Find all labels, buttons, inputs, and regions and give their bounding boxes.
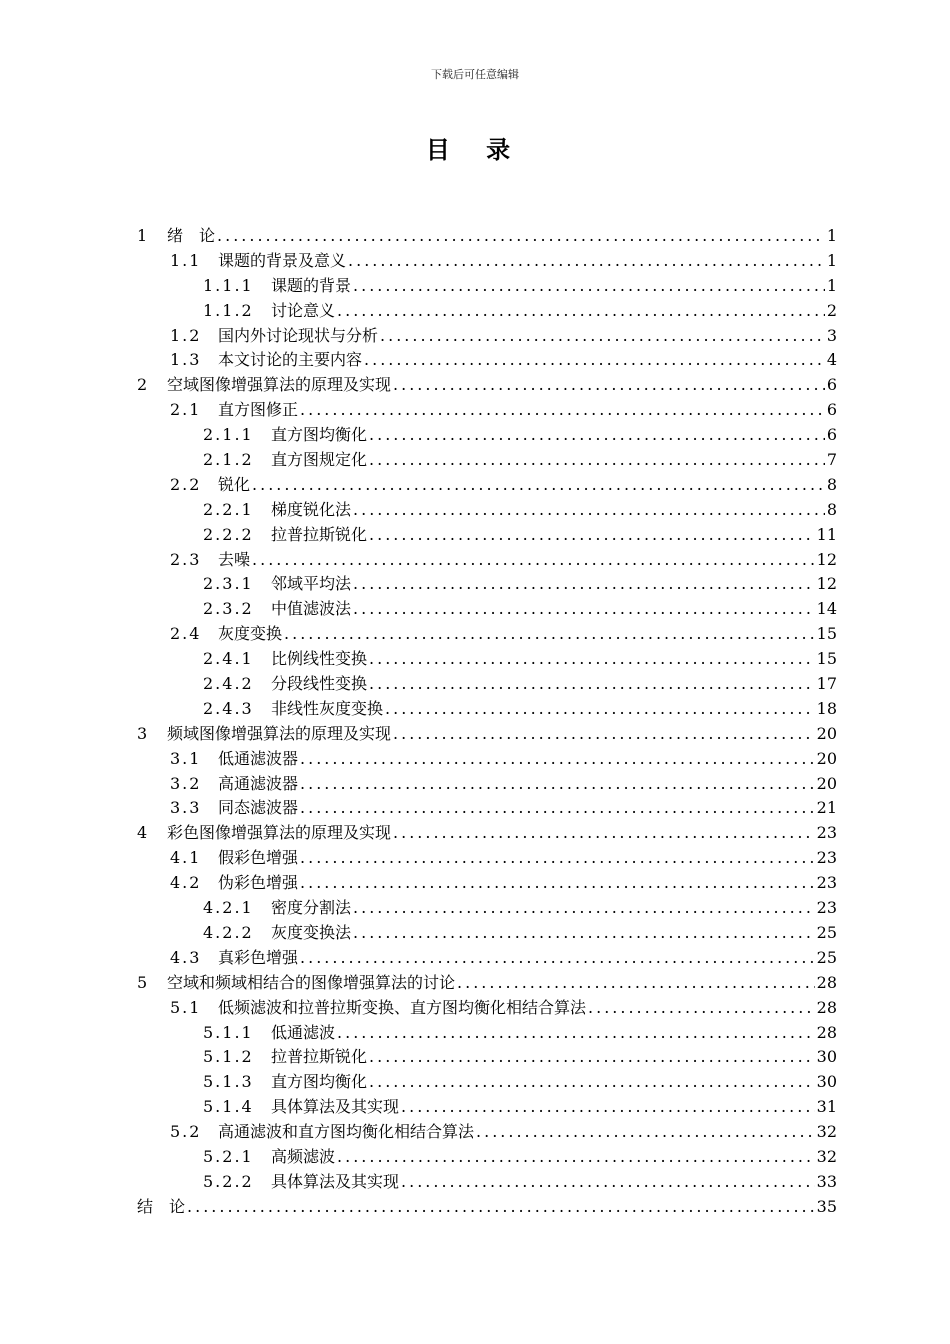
toc-dot-leader	[369, 523, 815, 548]
toc-dot-leader	[369, 1045, 815, 1070]
toc-entry-title: 假彩色增强	[218, 848, 299, 868]
toc-entry-title: 伪彩色增强	[218, 873, 299, 893]
toc-dot-leader	[369, 423, 825, 448]
toc-entry-page: 1	[826, 226, 837, 245]
page-title: 目 录	[425, 135, 525, 164]
toc-dot-leader	[300, 747, 815, 772]
toc-dot-leader	[353, 572, 815, 597]
toc-entry-title: 高频滤波	[271, 1146, 336, 1166]
toc-entry[interactable]	[137, 249, 837, 274]
toc-entry[interactable]	[137, 523, 837, 548]
toc-dot-leader	[401, 1170, 815, 1195]
toc-entry-page: 8	[826, 499, 837, 519]
toc-dot-leader	[348, 249, 825, 274]
toc-entry-title: 课题的背景及意义	[218, 250, 347, 270]
toc-entry-title: 非线性灰度变换	[271, 698, 384, 718]
toc-entry-number: 2.4.1	[203, 649, 254, 669]
header-note: 下载后可任意编辑	[431, 68, 519, 81]
toc-entry-page: 25	[816, 922, 837, 942]
toc-entry-title: 中值滤波法	[271, 599, 352, 619]
toc-entry[interactable]	[137, 896, 837, 921]
toc-entry[interactable]	[137, 1095, 837, 1120]
toc-entry[interactable]	[137, 548, 837, 573]
toc-entry[interactable]	[137, 846, 837, 871]
toc-dot-leader	[393, 821, 815, 846]
toc-entry-title: 高通滤波和直方图均衡化相结合算法	[218, 1122, 475, 1142]
toc-entry-page: 18	[816, 698, 837, 718]
toc-entry[interactable]	[137, 373, 837, 398]
toc-entry-title: 拉普拉斯锐化	[271, 524, 368, 544]
toc-entry-page: 1	[826, 250, 837, 270]
toc-entry-page: 12	[816, 574, 837, 594]
toc-dot-leader	[353, 896, 815, 921]
toc-entry-page: 20	[816, 748, 837, 768]
toc-dot-leader	[337, 1145, 815, 1170]
toc-entry-number: 3.3	[170, 798, 202, 818]
toc-dot-leader	[217, 224, 825, 249]
toc-entry-title: 邻域平均法	[271, 574, 352, 594]
toc-dot-leader	[300, 946, 815, 971]
toc-dot-leader	[369, 1070, 815, 1095]
toc-entry-number: 5.1	[170, 997, 202, 1017]
toc-entry[interactable]	[137, 274, 837, 299]
toc-entry-number: 1.2	[170, 325, 202, 345]
toc-entry-number: 5.1.2	[203, 1047, 254, 1067]
toc-dot-leader	[385, 697, 815, 722]
toc-dot-leader	[369, 672, 815, 697]
toc-entry-title: 直方图均衡化	[271, 1072, 368, 1092]
toc-entry-page: 4	[826, 350, 837, 370]
toc-entry-page: 6	[826, 425, 837, 445]
toc-entry-number: 2	[137, 375, 150, 395]
toc-entry[interactable]	[137, 946, 837, 971]
toc-dot-leader	[588, 996, 815, 1021]
toc-dot-leader	[353, 274, 825, 299]
toc-dot-leader	[300, 398, 825, 423]
toc-entry-page: 14	[816, 599, 837, 619]
toc-entry-page: 17	[816, 674, 837, 694]
toc-entry-number: 5	[137, 972, 150, 992]
toc-entry-page: 31	[816, 1097, 837, 1117]
toc-dot-leader	[252, 473, 825, 498]
toc-entry-number: 5.2	[170, 1122, 202, 1142]
toc-dot-leader	[457, 971, 815, 996]
toc-entry-title: 高通滤波器	[218, 773, 299, 793]
toc-dot-leader	[364, 348, 825, 373]
toc-entry-number: 4.2	[170, 873, 202, 893]
toc-entry-title: 具体算法及其实现	[271, 1171, 400, 1191]
toc-entry[interactable]	[137, 572, 837, 597]
toc-entry[interactable]	[137, 224, 837, 249]
toc-entry[interactable]	[137, 348, 837, 373]
toc-dot-leader	[393, 373, 825, 398]
toc-entry-page: 12	[816, 549, 837, 569]
toc-entry[interactable]	[137, 1170, 837, 1195]
toc-entry-page: 23	[816, 873, 837, 893]
toc-entry-page: 32	[816, 1122, 837, 1142]
toc-entry-title: 分段线性变换	[271, 674, 368, 694]
toc-entry-title: 具体算法及其实现	[271, 1097, 400, 1117]
toc-entry-title: 空域图像增强算法的原理及实现	[167, 375, 392, 395]
toc-entry-number: 1.1	[170, 250, 202, 270]
toc-entry[interactable]	[137, 921, 837, 946]
toc-entry-number: 2.2.2	[203, 524, 254, 544]
toc-entry-title: 本文讨论的主要内容	[218, 350, 363, 370]
toc-entry[interactable]	[137, 1120, 837, 1145]
toc-entry-number: 5.1.1	[203, 1022, 254, 1042]
toc-entry[interactable]	[137, 1145, 837, 1170]
toc-entry-title: 直方图修正	[218, 400, 299, 420]
toc-entry-number: 3.1	[170, 748, 202, 768]
toc-entry[interactable]	[137, 498, 837, 523]
toc-entry-number: 5.1.4	[203, 1097, 254, 1117]
toc-entry-page: 28	[816, 1022, 837, 1042]
toc-dot-leader	[369, 448, 825, 473]
toc-entry-title: 梯度锐化法	[271, 499, 352, 519]
toc-entry[interactable]	[137, 971, 837, 996]
toc-entry[interactable]	[137, 672, 837, 697]
toc-entry-title: 灰度变换	[218, 624, 283, 644]
toc-entry-number: 2.3.1	[203, 574, 254, 594]
toc-entry-title: 结 论	[137, 1196, 186, 1216]
toc-entry-page: 15	[816, 649, 837, 669]
toc-entry-title: 国内外讨论现状与分析	[218, 325, 379, 345]
toc-entry-page: 21	[816, 798, 837, 818]
toc-entry-number: 2.1.1	[203, 425, 254, 445]
toc-entry-title: 比例线性变换	[271, 649, 368, 669]
toc-entry-number: 2.1	[170, 400, 202, 420]
toc-entry-page: 6	[826, 375, 837, 395]
toc-entry-number: 1.1.1	[203, 275, 254, 295]
toc-dot-leader	[353, 921, 815, 946]
toc-entry-number: 1.3	[170, 350, 202, 370]
toc-entry-page: 3	[826, 325, 837, 345]
toc-entry[interactable]	[137, 1045, 837, 1070]
toc-entry-title: 直方图规定化	[271, 450, 368, 470]
toc-entry-page: 23	[816, 848, 837, 868]
toc-entry-page: 33	[816, 1171, 837, 1191]
toc-dot-leader	[300, 796, 815, 821]
toc-dot-leader	[300, 846, 815, 871]
toc-entry[interactable]	[137, 299, 837, 324]
toc-entry[interactable]	[137, 597, 837, 622]
toc-entry-number: 2.4	[170, 624, 202, 644]
table-of-contents	[137, 224, 837, 1220]
toc-entry-title: 频域图像增强算法的原理及实现	[167, 723, 392, 743]
toc-entry-number: 2.2	[170, 474, 202, 494]
toc-dot-leader	[380, 324, 825, 349]
toc-dot-leader	[337, 1021, 815, 1046]
toc-entry-number: 2.3	[170, 549, 202, 569]
toc-entry-page: 6	[826, 400, 837, 420]
toc-entry-title: 低通滤波	[271, 1022, 336, 1042]
toc-dot-leader	[369, 647, 815, 672]
toc-entry-title: 锐化	[218, 474, 251, 494]
toc-dot-leader	[300, 871, 815, 896]
toc-entry[interactable]	[137, 423, 837, 448]
toc-entry-page: 30	[816, 1047, 837, 1067]
toc-entry-page: 8	[826, 474, 837, 494]
toc-entry-page: 11	[816, 524, 837, 544]
toc-entry-page: 25	[816, 947, 837, 967]
toc-entry-number: 1	[137, 226, 150, 245]
toc-entry[interactable]	[137, 647, 837, 672]
toc-entry-title: 课题的背景	[271, 275, 352, 295]
toc-entry-page: 32	[816, 1146, 837, 1166]
toc-entry-page: 20	[816, 723, 837, 743]
toc-entry[interactable]	[137, 398, 837, 423]
toc-entry-title: 去噪	[218, 549, 251, 569]
toc-entry-number: 3	[137, 723, 150, 743]
toc-entry[interactable]	[137, 1021, 837, 1046]
toc-entry-page: 2	[826, 300, 837, 320]
toc-entry-page: 28	[816, 972, 837, 992]
toc-entry[interactable]	[137, 1195, 837, 1220]
toc-entry-title: 空域和频域相结合的图像增强算法的讨论	[167, 972, 456, 992]
toc-entry-title: 低通滤波器	[218, 748, 299, 768]
toc-entry-page: 23	[816, 898, 837, 918]
toc-entry[interactable]	[137, 473, 837, 498]
toc-entry-page: 1	[826, 275, 837, 295]
toc-entry[interactable]	[137, 1070, 837, 1095]
toc-entry-number: 2.4.2	[203, 674, 254, 694]
toc-entry-title: 真彩色增强	[218, 947, 299, 967]
toc-entry-page: 30	[816, 1072, 837, 1092]
toc-dot-leader	[337, 299, 825, 324]
toc-entry-page: 23	[816, 823, 837, 843]
toc-entry-number: 2.2.1	[203, 499, 254, 519]
toc-entry[interactable]	[137, 747, 837, 772]
toc-entry-title: 灰度变换法	[271, 922, 352, 942]
toc-entry-title: 讨论意义	[271, 300, 336, 320]
toc-entry-page: 20	[816, 773, 837, 793]
toc-entry-number: 4	[137, 823, 150, 843]
toc-entry[interactable]	[137, 772, 837, 797]
toc-entry-number: 1.1.2	[203, 300, 254, 320]
toc-entry-number: 5.1.3	[203, 1072, 254, 1092]
toc-entry[interactable]	[137, 871, 837, 896]
toc-dot-leader	[353, 597, 815, 622]
toc-entry[interactable]	[137, 796, 837, 821]
toc-entry-page: 7	[826, 450, 837, 470]
toc-dot-leader	[353, 498, 825, 523]
toc-entry-page: 15	[816, 624, 837, 644]
toc-entry[interactable]	[137, 821, 837, 846]
toc-dot-leader	[284, 622, 815, 647]
toc-entry-title: 直方图均衡化	[271, 425, 368, 445]
toc-entry-title: 彩色图像增强算法的原理及实现	[167, 823, 392, 843]
toc-entry-number: 4.2.2	[203, 922, 254, 942]
toc-entry-title: 拉普拉斯锐化	[271, 1047, 368, 1067]
toc-entry-title: 低频滤波和拉普拉斯变换、直方图均衡化相结合算法	[218, 997, 587, 1017]
toc-entry-page: 35	[816, 1196, 837, 1216]
toc-dot-leader	[187, 1195, 815, 1220]
toc-entry[interactable]	[137, 996, 837, 1021]
toc-dot-leader	[252, 548, 815, 573]
toc-entry-number: 2.3.2	[203, 599, 254, 619]
toc-entry-title: 同态滤波器	[218, 798, 299, 818]
toc-entry-number: 2.1.2	[203, 450, 254, 470]
toc-entry-number: 4.1	[170, 848, 202, 868]
toc-entry-number: 3.2	[170, 773, 202, 793]
toc-entry-number: 2.4.3	[203, 698, 254, 718]
toc-entry-page: 28	[816, 997, 837, 1017]
toc-entry[interactable]	[137, 722, 837, 747]
toc-entry-number: 5.2.1	[203, 1146, 254, 1166]
toc-dot-leader	[476, 1120, 815, 1145]
toc-dot-leader	[300, 772, 815, 797]
toc-entry[interactable]	[137, 324, 837, 349]
toc-entry[interactable]	[137, 448, 837, 473]
toc-entry-number: 5.2.2	[203, 1171, 254, 1191]
toc-entry-number: 4.2.1	[203, 898, 254, 918]
toc-entry-title: 密度分割法	[271, 898, 352, 918]
toc-entry-title: 绪 论	[167, 226, 216, 245]
toc-dot-leader	[393, 722, 815, 747]
toc-dot-leader	[401, 1095, 815, 1120]
toc-entry[interactable]	[137, 622, 837, 647]
toc-entry[interactable]	[137, 697, 837, 722]
toc-entry-number: 4.3	[170, 947, 202, 967]
